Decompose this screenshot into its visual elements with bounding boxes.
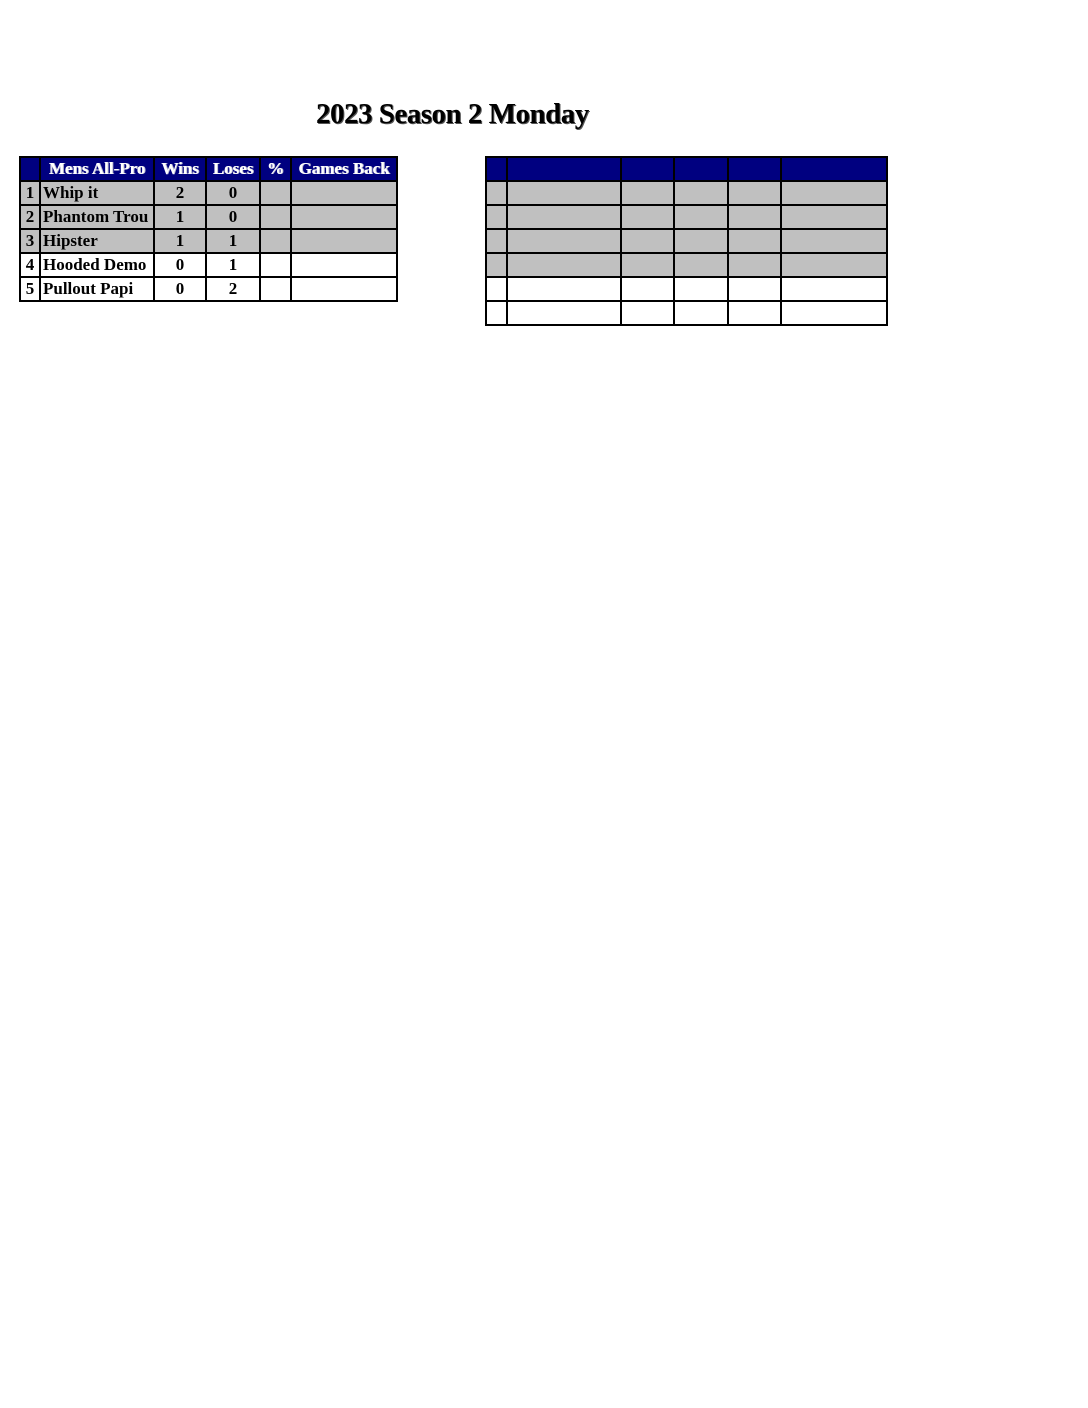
percent-cell bbox=[260, 277, 291, 301]
percent-cell bbox=[728, 229, 781, 253]
table-header-row bbox=[486, 157, 887, 181]
loses-cell: 2 bbox=[206, 277, 260, 301]
table-row bbox=[20, 277, 397, 301]
wins-cell: 1 bbox=[154, 229, 206, 253]
wins-cell bbox=[621, 301, 674, 325]
rank-cell: 3 bbox=[20, 229, 40, 253]
rank-cell bbox=[486, 181, 507, 205]
loses-cell bbox=[674, 277, 728, 301]
team-cell bbox=[507, 181, 621, 205]
wins-cell bbox=[621, 229, 674, 253]
header-division: Mens All-Pro bbox=[40, 157, 154, 181]
percent-cell bbox=[728, 277, 781, 301]
percent-cell bbox=[728, 181, 781, 205]
games-back-cell bbox=[291, 229, 397, 253]
team-cell bbox=[507, 301, 621, 325]
games-back-cell bbox=[291, 205, 397, 229]
rank-cell: 5 bbox=[20, 277, 40, 301]
percent-cell bbox=[260, 253, 291, 277]
header-percent bbox=[728, 157, 781, 181]
table-row bbox=[20, 205, 397, 229]
wins-cell bbox=[621, 181, 674, 205]
table-row bbox=[486, 253, 887, 277]
table-row bbox=[486, 277, 887, 301]
team-cell: Pullout Papi bbox=[40, 277, 154, 301]
percent-cell bbox=[728, 253, 781, 277]
games-back-cell bbox=[291, 181, 397, 205]
rank-cell bbox=[486, 205, 507, 229]
loses-cell: 1 bbox=[206, 253, 260, 277]
header-division bbox=[507, 157, 621, 181]
rank-cell: 1 bbox=[20, 181, 40, 205]
rank-cell bbox=[486, 229, 507, 253]
wins-cell bbox=[621, 277, 674, 301]
team-cell: Hooded Demo bbox=[40, 253, 154, 277]
percent-cell bbox=[728, 301, 781, 325]
games-back-cell bbox=[781, 181, 887, 205]
wins-cell: 0 bbox=[154, 277, 206, 301]
header-wins: Wins bbox=[154, 157, 206, 181]
rank-cell bbox=[486, 253, 507, 277]
games-back-cell bbox=[781, 229, 887, 253]
games-back-cell bbox=[781, 205, 887, 229]
games-back-cell bbox=[291, 253, 397, 277]
page-title: 2023 Season 2 Monday bbox=[316, 98, 589, 130]
percent-cell bbox=[260, 181, 291, 205]
table-header-row bbox=[20, 157, 397, 181]
header-loses: Loses bbox=[206, 157, 260, 181]
team-cell bbox=[507, 205, 621, 229]
percent-cell bbox=[260, 229, 291, 253]
standings-table-mens-all-pro bbox=[19, 156, 398, 302]
header-wins bbox=[621, 157, 674, 181]
games-back-cell bbox=[781, 301, 887, 325]
rank-cell: 2 bbox=[20, 205, 40, 229]
games-back-cell bbox=[781, 253, 887, 277]
wins-cell: 1 bbox=[154, 205, 206, 229]
rank-cell bbox=[486, 277, 507, 301]
team-cell: Hipster bbox=[40, 229, 154, 253]
games-back-cell bbox=[291, 277, 397, 301]
loses-cell: 1 bbox=[206, 229, 260, 253]
loses-cell bbox=[674, 301, 728, 325]
table-row bbox=[486, 181, 887, 205]
loses-cell: 0 bbox=[206, 181, 260, 205]
header-loses bbox=[674, 157, 728, 181]
table-row bbox=[20, 229, 397, 253]
loses-cell bbox=[674, 205, 728, 229]
table-row bbox=[20, 253, 397, 277]
percent-cell bbox=[728, 205, 781, 229]
team-cell: Whip it bbox=[40, 181, 154, 205]
standings-table-empty bbox=[485, 156, 888, 326]
table-row bbox=[486, 301, 887, 325]
header-games-back: Games Back bbox=[291, 157, 397, 181]
table-row bbox=[486, 229, 887, 253]
header-rank bbox=[20, 157, 40, 181]
rank-cell: 4 bbox=[20, 253, 40, 277]
wins-cell: 2 bbox=[154, 181, 206, 205]
wins-cell bbox=[621, 205, 674, 229]
loses-cell bbox=[674, 253, 728, 277]
team-cell bbox=[507, 253, 621, 277]
games-back-cell bbox=[781, 277, 887, 301]
team-cell: Phantom Trou bbox=[40, 205, 154, 229]
percent-cell bbox=[260, 205, 291, 229]
wins-cell: 0 bbox=[154, 253, 206, 277]
header-rank bbox=[486, 157, 507, 181]
table-row bbox=[20, 181, 397, 205]
wins-cell bbox=[621, 253, 674, 277]
rank-cell bbox=[486, 301, 507, 325]
header-percent: % bbox=[260, 157, 291, 181]
team-cell bbox=[507, 229, 621, 253]
loses-cell: 0 bbox=[206, 205, 260, 229]
loses-cell bbox=[674, 181, 728, 205]
team-cell bbox=[507, 277, 621, 301]
table-row bbox=[486, 205, 887, 229]
header-games-back bbox=[781, 157, 887, 181]
loses-cell bbox=[674, 229, 728, 253]
